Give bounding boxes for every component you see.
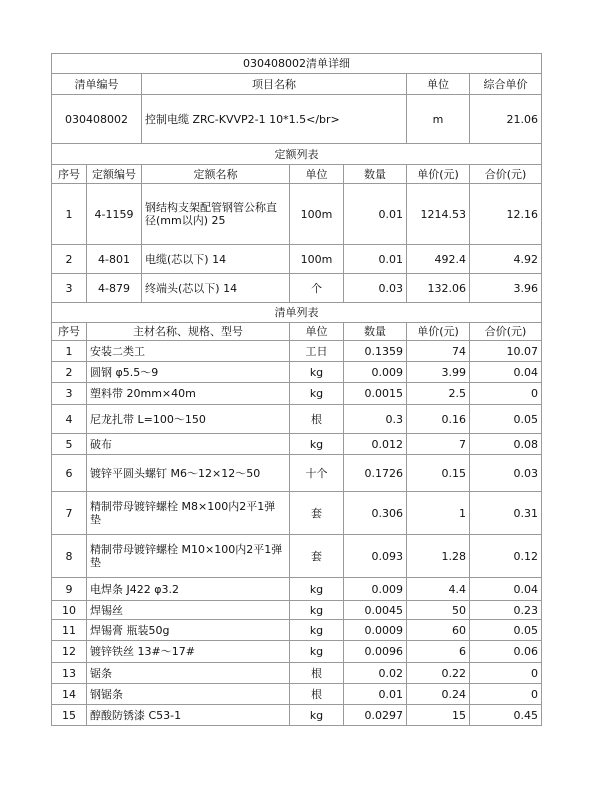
material-unit: 根: [290, 684, 344, 705]
quota-no: 3: [52, 274, 87, 303]
quota-qty: 0.01: [344, 245, 407, 274]
material-total: 0.12: [470, 535, 542, 578]
material-price: 0.22: [407, 663, 470, 684]
quota-no: 2: [52, 245, 87, 274]
material-total-header: 合价(元): [470, 323, 542, 341]
material-row: [52, 578, 542, 601]
quota-name: 电缆(芯以下) 14: [142, 245, 290, 274]
bill-unit: m: [407, 95, 470, 144]
material-row: [52, 383, 542, 405]
material-row: [52, 434, 542, 455]
quota-price: 1214.53: [407, 184, 470, 245]
material-no: 4: [52, 405, 87, 434]
quota-total: 4.92: [470, 245, 542, 274]
quota-price: 132.06: [407, 274, 470, 303]
material-price: 0.24: [407, 684, 470, 705]
material-price: 15: [407, 705, 470, 726]
material-total: 10.07: [470, 341, 542, 362]
material-row: [52, 705, 542, 726]
material-no: 7: [52, 492, 87, 535]
material-unit: kg: [290, 434, 344, 455]
quota-total-header: 合价(元): [470, 165, 542, 184]
material-total: 0.03: [470, 455, 542, 492]
material-price: 50: [407, 601, 470, 620]
material-total: 0: [470, 663, 542, 684]
material-total: 0: [470, 684, 542, 705]
material-no: 14: [52, 684, 87, 705]
material-price: 7: [407, 434, 470, 455]
material-price: 6: [407, 641, 470, 663]
bill-header-row: [52, 74, 542, 95]
material-no: 13: [52, 663, 87, 684]
material-total: 0.31: [470, 492, 542, 535]
quota-row: [52, 274, 542, 303]
material-price: 3.99: [407, 362, 470, 383]
material-no: 5: [52, 434, 87, 455]
material-total: 0.05: [470, 405, 542, 434]
material-unit-header: 单位: [290, 323, 344, 341]
material-unit: 十个: [290, 455, 344, 492]
material-row: [52, 663, 542, 684]
material-row: [52, 684, 542, 705]
material-total: 0: [470, 383, 542, 405]
material-price: 60: [407, 620, 470, 641]
material-unit: kg: [290, 641, 344, 663]
material-qty: 0.02: [344, 663, 407, 684]
quota-code-header: 定额编号: [87, 165, 142, 184]
material-name: 精制带母镀锌螺栓 M10×100内2平1弹垫: [87, 535, 290, 578]
quota-qty: 0.01: [344, 184, 407, 245]
material-unit: 工日: [290, 341, 344, 362]
material-no: 8: [52, 535, 87, 578]
bill-name: 控制电缆 ZRC-KVVP2-1 10*1.5</br>: [142, 95, 407, 144]
quota-total: 3.96: [470, 274, 542, 303]
material-qty: 0.306: [344, 492, 407, 535]
quota-row: [52, 245, 542, 274]
material-qty: 0.1726: [344, 455, 407, 492]
material-section-title: 清单列表: [52, 303, 542, 323]
material-qty: 0.1359: [344, 341, 407, 362]
quota-qty-header: 数量: [344, 165, 407, 184]
quota-total: 12.16: [470, 184, 542, 245]
material-no: 10: [52, 601, 87, 620]
material-qty: 0.0045: [344, 601, 407, 620]
quota-header-row: [52, 165, 542, 184]
quota-unit: 100m: [290, 184, 344, 245]
quota-unit: 100m: [290, 245, 344, 274]
material-qty: 0.0297: [344, 705, 407, 726]
quota-price-header: 单价(元): [407, 165, 470, 184]
quota-qty: 0.03: [344, 274, 407, 303]
material-unit: 套: [290, 535, 344, 578]
bill-detail-table: [51, 53, 542, 726]
material-row: [52, 455, 542, 492]
material-price: 0.15: [407, 455, 470, 492]
bill-unit-header: 单位: [407, 74, 470, 95]
material-no: 3: [52, 383, 87, 405]
material-row: [52, 492, 542, 535]
material-name: 醇酸防锈漆 C53-1: [87, 705, 290, 726]
material-row: [52, 620, 542, 641]
material-name: 尼龙扎带 L=100～150: [87, 405, 290, 434]
material-no: 11: [52, 620, 87, 641]
material-name: 塑料带 20mm×40m: [87, 383, 290, 405]
material-no: 12: [52, 641, 87, 663]
material-qty: 0.009: [344, 578, 407, 601]
material-row: [52, 405, 542, 434]
quota-code: 4-801: [87, 245, 142, 274]
bill-price-header: 综合单价: [470, 74, 542, 95]
material-row: [52, 641, 542, 663]
material-qty: 0.093: [344, 535, 407, 578]
quota-no-header: 序号: [52, 165, 87, 184]
material-price: 2.5: [407, 383, 470, 405]
bill-row: [52, 95, 542, 144]
material-name: 焊锡膏 瓶装50g: [87, 620, 290, 641]
material-qty: 0.3: [344, 405, 407, 434]
material-total: 0.23: [470, 601, 542, 620]
bill-name-header: 项目名称: [142, 74, 407, 95]
quota-name: 钢结构支架配管钢管公称直径(mm以内) 25: [142, 184, 290, 245]
material-total: 0.04: [470, 362, 542, 383]
material-price: 74: [407, 341, 470, 362]
material-unit: kg: [290, 362, 344, 383]
material-name: 圆钢 φ5.5～9: [87, 362, 290, 383]
material-name: 焊锡丝: [87, 601, 290, 620]
material-name: 电焊条 J422 φ3.2: [87, 578, 290, 601]
material-unit: kg: [290, 705, 344, 726]
material-unit: 根: [290, 405, 344, 434]
quota-unit-header: 单位: [290, 165, 344, 184]
material-price: 4.4: [407, 578, 470, 601]
bill-code-header: 清单编号: [52, 74, 142, 95]
material-unit: kg: [290, 601, 344, 620]
material-name: 破布: [87, 434, 290, 455]
material-name: 镀锌铁丝 13#～17#: [87, 641, 290, 663]
quota-no: 1: [52, 184, 87, 245]
material-name: 镀锌平圆头螺钉 M6～12×12～50: [87, 455, 290, 492]
material-unit: kg: [290, 383, 344, 405]
material-price: 1: [407, 492, 470, 535]
material-row: [52, 362, 542, 383]
quota-price: 492.4: [407, 245, 470, 274]
material-price: 0.16: [407, 405, 470, 434]
material-unit: kg: [290, 620, 344, 641]
material-unit: 根: [290, 663, 344, 684]
material-no: 1: [52, 341, 87, 362]
material-qty-header: 数量: [344, 323, 407, 341]
material-header-row: [52, 323, 542, 341]
quota-row: [52, 184, 542, 245]
material-row: [52, 535, 542, 578]
material-price-header: 单价(元): [407, 323, 470, 341]
material-total: 0.08: [470, 434, 542, 455]
material-total: 0.45: [470, 705, 542, 726]
material-total: 0.06: [470, 641, 542, 663]
material-qty: 0.0096: [344, 641, 407, 663]
material-qty: 0.01: [344, 684, 407, 705]
material-name: 安装二类工: [87, 341, 290, 362]
quota-name-header: 定额名称: [142, 165, 290, 184]
bill-price: 21.06: [470, 95, 542, 144]
material-no: 2: [52, 362, 87, 383]
material-qty: 0.0015: [344, 383, 407, 405]
material-row: [52, 341, 542, 362]
material-name: 锯条: [87, 663, 290, 684]
material-no: 6: [52, 455, 87, 492]
quota-unit: 个: [290, 274, 344, 303]
material-total: 0.04: [470, 578, 542, 601]
material-no: 9: [52, 578, 87, 601]
material-name: 精制带母镀锌螺栓 M8×100内2平1弹垫: [87, 492, 290, 535]
material-no: 15: [52, 705, 87, 726]
material-row: [52, 601, 542, 620]
material-price: 1.28: [407, 535, 470, 578]
material-name-header: 主材名称、规格、型号: [87, 323, 290, 341]
material-unit: 套: [290, 492, 344, 535]
material-unit: kg: [290, 578, 344, 601]
quota-name: 终端头(芯以下) 14: [142, 274, 290, 303]
bill-code: 030408002: [52, 95, 142, 144]
quota-section-title: 定额列表: [52, 144, 542, 165]
table-title: 030408002清单详细: [52, 54, 542, 74]
quota-code: 4-1159: [87, 184, 142, 245]
material-name: 钢锯条: [87, 684, 290, 705]
material-qty: 0.009: [344, 362, 407, 383]
material-no-header: 序号: [52, 323, 87, 341]
material-total: 0.05: [470, 620, 542, 641]
quota-code: 4-879: [87, 274, 142, 303]
material-qty: 0.0009: [344, 620, 407, 641]
material-qty: 0.012: [344, 434, 407, 455]
